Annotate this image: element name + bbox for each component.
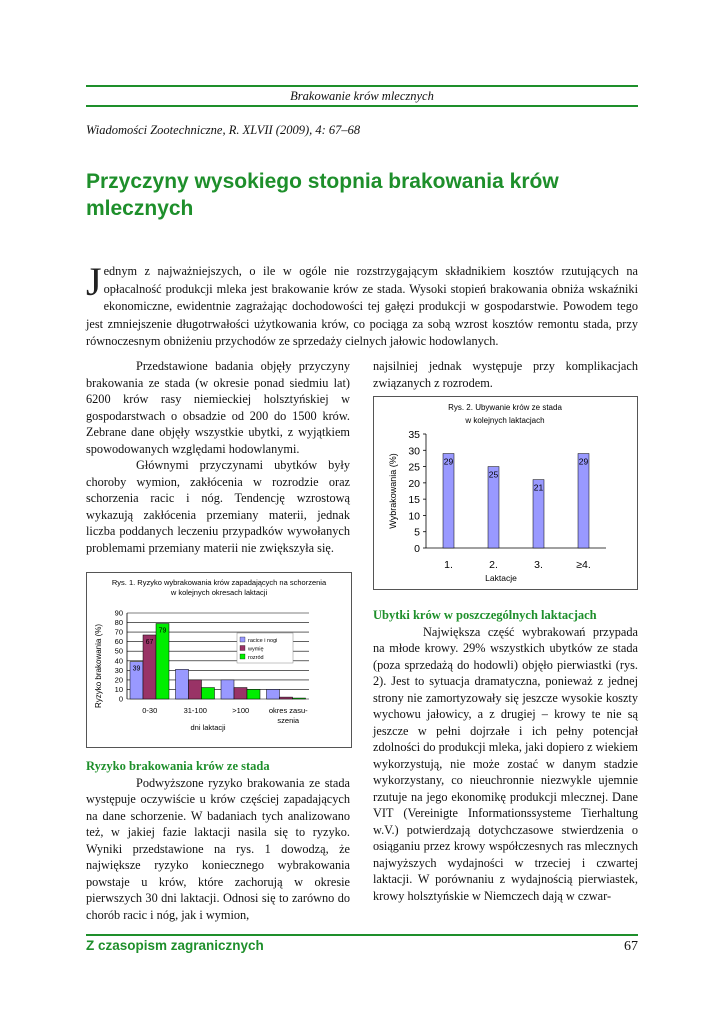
chart-2-bar [578,454,589,548]
chart-1-bar [189,680,202,699]
chart-1-y-tick-label: 0 [118,694,123,704]
chart-2-y-tick-label: 35 [408,429,420,441]
chart-2-title-line-2: w kolejnych laktacjach [465,416,545,425]
chart-2-y-tick-label: 0 [414,543,420,555]
chart-1-bar [293,698,306,699]
chart-2-x-tick-label: 2. [489,559,498,571]
chart-1-x-tick-label: 0-30 [142,706,158,715]
chart-1-y-tick-label: 40 [114,656,123,666]
chart-1-y-tick-label: 60 [114,637,123,647]
chart-1-y-tick-label: 90 [114,608,123,618]
footer-rule [86,934,638,936]
chart-2-x-axis-label: Laktacje [485,573,517,583]
chart-2-title-line-1: Rys. 2. Ubywanie krów ze stada [448,403,562,412]
chart-2-data-label: 29 [443,456,454,467]
chart-2-y-tick-label: 5 [414,526,420,539]
lead-text: ednym z najważniejszych, o ile w ogóle nie rozstrzygającym składnikiem kosztów rzutujących na opłacalność produkcji mleka jest brakowanie krów ze stada. Wysoki stopień brakowania obniża wskaźniki ekonomiczne, ewidentnie zagrażając dochodowości tej gałęzi produkcji w gospodarstwie. Powodem tego jest zmniejszenie długotrwałości użytkowania krów, co pociąga za sobą wzrost kosztów remontu stada, przy równoczesnym obniżeniu przychodów ze sprzedaży cielnych jałowic hodowlanych. [86,264,638,348]
chart-1-y-tick-label: 50 [114,646,123,656]
running-title: Brakowanie krów mlecznych [290,89,434,103]
chart-1-legend-swatch [240,637,245,642]
article-title: Przyczyny wysokiego stopnia brakowania krów mlecznych [86,170,559,220]
left-column-section-1 [86,758,350,923]
chart-2-data-label: 21 [533,482,544,493]
figure-1 [86,572,352,748]
chart-1-data-label: 67 [145,638,154,646]
chart-1-legend-label: racice i nogi [248,638,278,644]
right-paragraph-1: najsilniej jednak występuje przy komplikacjach związanych z rozrodem. [373,359,638,390]
left-paragraph-1: Przedstawione badania objęły przyczyny brakowania ze stada (w okresie ponad siedmiu lat) 6200 krów rasy niemieckiej holsztyńskiej w gospodarstwach o obsadzie od 200 do 1500 krów. Zebrane dane objęły wszystkie ubytki, z wyjątkiem spowodowanych względami hodowlanymi. [86,359,350,456]
chart-1-y-tick-label: 70 [114,627,123,637]
lead-paragraph [86,259,638,351]
section-1-heading: Ryzyko brakowania krów ze stada [86,759,270,773]
chart-2-data-label: 29 [578,456,589,467]
chart-1-bar [176,669,189,699]
chart-1-y-tick-label: 10 [114,684,123,694]
chart-2-y-tick-label: 15 [408,494,420,507]
chart-1-bar [247,689,260,699]
chart-2-y-axis-label: Wybrakowania (%) [388,453,398,529]
chart-1-bar [280,697,293,699]
chart-1-bar [221,680,234,699]
journal-reference: Wiadomości Zootechniczne, R. XLVII (2009), 4: 67–68 [86,123,361,137]
section-1-text: Podwyższone ryzyko brakowania ze stada występuje oczywiście u krów częściej zapadających na dane schorzenie. W badaniach tych analizowano też, w jakiej fazie laktacji nasila się to ryzyko. Wyniki przedstawione na rys. 1 dowodzą, że największe ryzyko koniecznego wybrakowania powstaje u krów, które zachorują w okresie pierwszych 30 dni laktacji. Odnosi się to zarówno do chorób racic i nóg, jak i wymion, [86,775,350,922]
chart-1-y-tick-label: 80 [114,618,123,628]
page-number: 67 [624,939,638,954]
drop-cap: J [86,259,102,304]
chart-1-bar [156,624,169,699]
chart-1-legend-label: rozród [248,655,264,661]
chart-1-data-label: 39 [132,665,141,673]
header-bottom-rule [86,105,638,107]
chart-1-x-tick-label: 31-100 [183,706,207,715]
chart-1-legend-swatch [240,646,245,651]
chart-2-data-label: 25 [488,469,499,480]
chart-2-svg [374,397,637,589]
chart-1-x-tick-label: szenia [277,716,300,725]
chart-1-bar [234,688,247,699]
chart-1-legend-label: wymię [248,646,264,653]
footer-section-name: Z czasopism zagranicznych [86,938,264,953]
chart-1-title-line-2: w kolejnych okresach laktacji [170,588,268,597]
chart-1-y-axis-label: Ryzyko brakowania (%) [94,623,103,709]
section-2-heading: Ubytki krów w poszczególnych laktacjach [373,608,597,622]
chart-1-title-line-1: Rys. 1. Ryzyko wybrakowania krów zapadających na schorzenia [111,578,327,587]
right-column-intro [373,358,638,391]
chart-2-y-tick-label: 20 [408,477,420,490]
chart-2-y-tick-label: 25 [408,461,420,474]
chart-1-x-tick-label: okres zasu- [268,706,308,715]
chart-2-y-tick-label: 30 [408,445,420,458]
figure-2 [373,396,638,590]
chart-2-x-tick-label: 1. [444,559,453,571]
chart-1-data-label: 79 [158,627,167,635]
left-column-intro [86,358,350,556]
left-paragraph-2: Głównymi przyczynami ubytków były choroby wymion, zakłócenia w rozrodzie oraz schorzenia racic i nóg. Tendencję wzrostową wykazują zakłócenia przemiany materii, jednak liczba poddanych leczeniu przypadków wywołanych problemami przemiany materii nie zwiększyła się. [86,458,350,555]
right-column-section-2 [373,607,638,904]
chart-2-y-tick-label: 10 [408,510,420,523]
chart-1-y-tick-label: 30 [114,665,123,675]
header-top-rule [86,85,638,87]
chart-1-bar [202,688,215,699]
chart-1-svg [87,573,351,747]
chart-2-x-tick-label: 3. [534,559,543,571]
chart-1-x-axis-label: dni laktacji [190,723,226,732]
chart-1-bar [267,689,280,699]
chart-1-x-tick-label: >100 [232,706,250,715]
chart-2-x-tick-label: ≥4. [576,559,591,571]
chart-1-y-tick-label: 20 [114,675,123,685]
section-2-text: Największa część wybrakowań przypada na młode krowy. 29% wszystkich ubytków ze stada (poza sprzedażą do hodowli) objęło pierwiastki (rys. 2). Jest to sytuacja dramatyczna, ponieważ z jednej strony nie zamortyzowały się jeszcze wysokie koszty wychowu jałowicy, a z drugiej – krowy te nie są jeszcze w pełni dojrzałe i ich pełny potencjał zdolności do produkcji mleka, jaki dopiero z wiekiem wykorzystują, nie może zostać w danym stadzie wykorzystany, co nieuchronnie niezwykle ujemnie rzutuje na jego ekonomikę produkcji mlecznej. Dane VIT (Vereinigte Informationssysteme Tierhaltung w.V.) potwierdzają dotychczasowe stwierdzenia o osiąganiu przez krowy współczesnych ras mlecznych najwyższych wydajności w trzeciej i czwartej laktacji. W porównaniu z wydajnością pierwiastek, krowy holsztyńskie w Niemczech dają w czwar- [373,624,638,903]
chart-2-bar [443,454,454,548]
chart-1-legend-swatch [240,654,245,659]
